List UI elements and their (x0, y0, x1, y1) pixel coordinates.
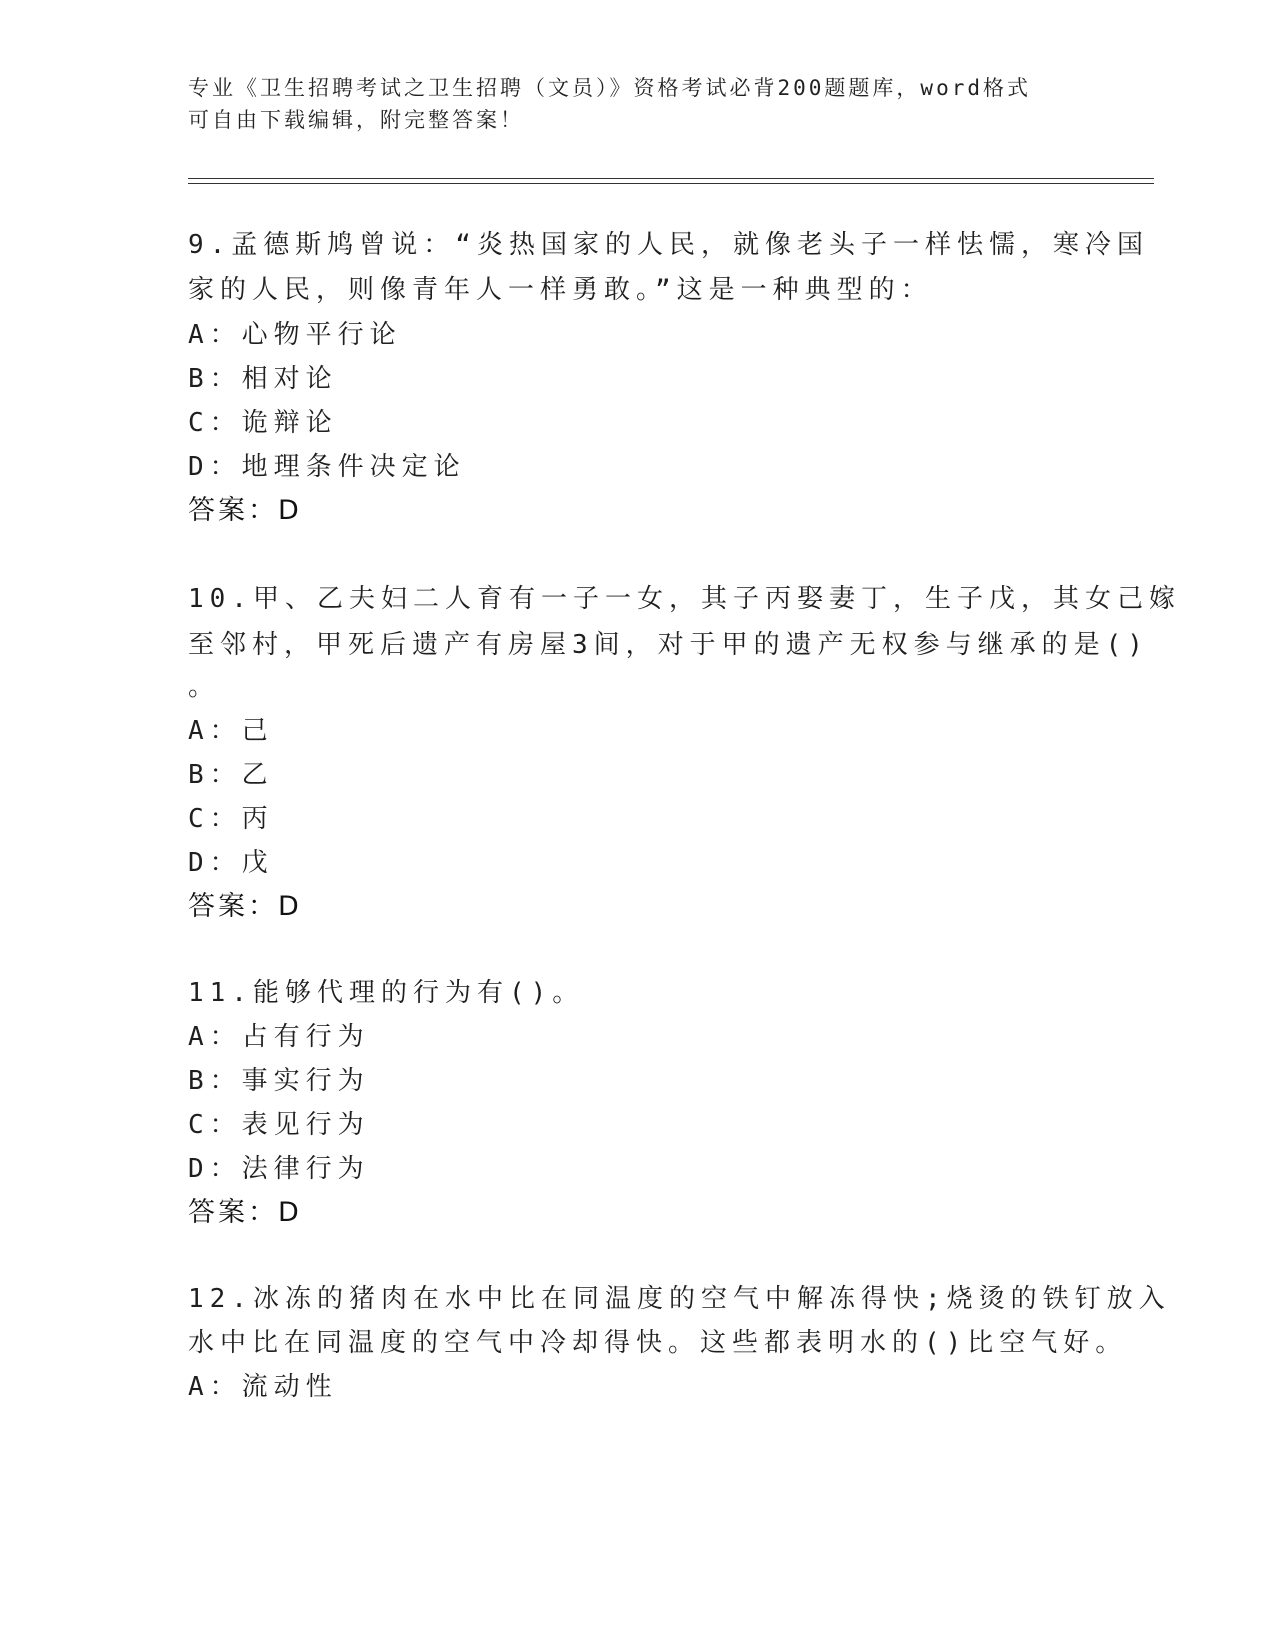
question-10-option-c: C：丙 (188, 804, 274, 834)
question-9-option-b: B：相对论 (188, 364, 338, 394)
question-12-option-a: A：流动性 (188, 1372, 338, 1402)
question-9-option-c: C：诡辩论 (188, 408, 338, 438)
question-10-option-b: B：乙 (188, 760, 274, 790)
header-divider-top (188, 178, 1154, 179)
question-9-answer: 答案：D (188, 495, 302, 526)
question-10-option-a: A：己 (188, 716, 274, 746)
question-10-answer: 答案：D (188, 891, 302, 922)
question-10-option-d: D：戊 (188, 848, 274, 878)
question-11-answer: 答案：D (188, 1197, 302, 1228)
question-11-option-c: C：表见行为 (188, 1110, 370, 1140)
question-10-stem-line-2: 至邻村，甲死后遗产有房屋3间，对于甲的遗产无权参与继承的是() (188, 630, 1149, 660)
header-divider-bottom (188, 183, 1154, 184)
header-line-2: 可自由下载编辑，附完整答案！ (188, 108, 524, 132)
question-11-option-d: D：法律行为 (188, 1154, 370, 1184)
question-12-stem-line-1: 12.冰冻的猪肉在水中比在同温度的空气中解冻得快;烧烫的铁钉放入 (188, 1284, 1171, 1314)
question-11-stem-line-1: 11.能够代理的行为有()。 (188, 978, 585, 1008)
question-9-stem-line-1: 9.孟德斯鸠曾说：“炎热国家的人民，就像老头子一样怯懦，寒冷国 (188, 230, 1149, 260)
header-line-1: 专业《卫生招聘考试之卫生招聘（文员）》资格考试必背200题题库，word格式 (188, 76, 1031, 100)
question-11-option-a: A：占有行为 (188, 1022, 370, 1052)
question-9-option-d: D：地理条件决定论 (188, 452, 466, 482)
question-9-option-a: A：心物平行论 (188, 320, 402, 350)
question-11-option-b: B：事实行为 (188, 1066, 370, 1096)
question-10-stem-line-1: 10.甲、乙夫妇二人育有一子一女，其子丙娶妻丁，生子戊，其女己嫁 (188, 584, 1181, 614)
document-header (188, 72, 1088, 136)
question-9-stem-line-2: 家的人民，则像青年人一样勇敢。”这是一种典型的： (188, 275, 933, 305)
question-10-stem-line-3: 。 (188, 672, 221, 702)
question-12-stem-line-2: 水中比在同温度的空气中冷却得快。这些都表明水的()比空气好。 (188, 1328, 1128, 1358)
